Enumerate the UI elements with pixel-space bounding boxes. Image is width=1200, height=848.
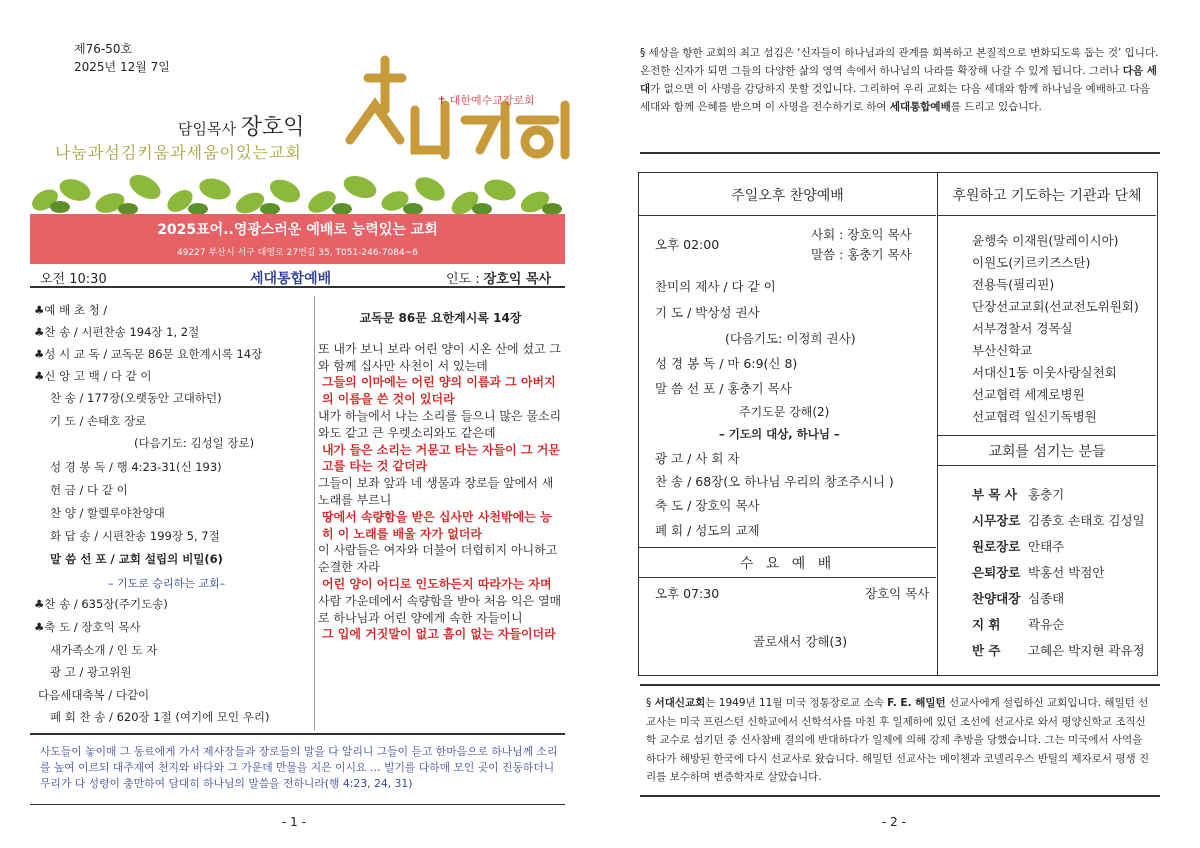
reading-heading: 교독문 86문 요한계시록 14장 xyxy=(359,311,522,325)
church-history: § 서대신교회는 1949년 11월 미국 정통장로교 소속 F. E. 해밀턴 선교사에게 설립하신 교회입니다. 해밀턴 선교사는 미국 프린스턴 신학교에서 신학석사를 마친 후 일제하에 있던 조선에 선교사로 와서 평양신학교 조직신학 교수로 섬기던 중 신사참배 결의에 반대하다가 일제에 의해 강제 추방을 당했습니다. 그는 미국에서 사역을 하다가 해방된 한국에 다시 선교사로 왔습니다. 해밀턴 선교사는 메이첸과 코넬리우스 반틸의 제자로서 평생 진리를 보수하며 변증학자로 살았습니다. xyxy=(640,684,1160,797)
order-item: 말 씀 선 포 / 교회 설립의 비밀(6) xyxy=(50,552,223,566)
servant-role: 원로장로 xyxy=(972,539,1021,554)
reading-line: 이 사람들은 여자와 더불어 더럽히지 아니하고 순결한 자라 xyxy=(318,543,558,575)
motto-banner xyxy=(30,214,565,264)
servant-row xyxy=(972,511,1145,529)
service-time: 오전 10:30 xyxy=(40,272,107,287)
servant-row xyxy=(972,563,1104,581)
order-item: 새가족소개 / 인 도 자 xyxy=(50,643,158,657)
divider xyxy=(640,152,1160,154)
leaf-decoration xyxy=(30,165,565,215)
reading-line: 땅에서 속량함을 받은 십사만 사천밖에는 능히 이 노래를 배울 자가 없더라 xyxy=(322,509,552,541)
divider xyxy=(639,577,936,578)
issue-date: 2025년 12월 7일 xyxy=(74,60,170,74)
afternoon-preacher: 말씀 : 홍충기 목사 xyxy=(811,247,912,262)
order-item: 폐 회 / 성도의 교제 xyxy=(655,523,760,538)
page-number: - 1 - xyxy=(282,815,306,829)
support-box xyxy=(938,172,1158,676)
reading-line: 내가 하늘에서 나는 소리를 들으니 많은 물소리와도 같고 큰 우렛소리와도 같은데 xyxy=(318,408,562,440)
support-item: 단장선교교회(선교전도위원회) xyxy=(972,299,1139,314)
servant-names: 홍충기 xyxy=(1028,487,1065,502)
wednesday-sermon: 골로새서 강해(3) xyxy=(753,634,848,649)
servant-row xyxy=(972,589,1064,607)
divider xyxy=(938,435,1156,436)
order-item: 찬 송 / 68장(오 하나님 우리의 창조주시니 ) xyxy=(655,474,894,489)
order-item: ♣축 도 / 장호익 목사 xyxy=(34,620,141,634)
servant-names: 김종호 손태호 김성일 xyxy=(1028,513,1145,528)
church-address: 49227 부산시 서구 대영로 27번길 35, T051-246-7084~6 xyxy=(176,248,419,258)
servant-names: 안태주 xyxy=(1028,539,1065,554)
servant-role: 반 주 xyxy=(972,643,1001,658)
afternoon-time: 오후 02:00 xyxy=(655,237,720,252)
order-item: 주기도문 강해(2) xyxy=(739,405,830,419)
sermon-subtitle: – 기도로 승리하는 교회– xyxy=(108,577,226,590)
order-item: 폐 회 찬 송 / 620장 1절 (여기에 모인 우리) xyxy=(50,710,270,724)
reading-line: 내가 들은 소리는 거문고 타는 자들이 그 거문고를 타는 것 같더라 xyxy=(322,442,560,474)
servant-row xyxy=(972,615,1064,633)
order-item: ♣찬 송 / 시편찬송 194장 1, 2절 xyxy=(34,325,200,339)
worship-order xyxy=(30,296,315,730)
reading-line: 또 내가 보니 보라 어린 양이 시온 산에 섰고 그와 함께 십사만 사천이 서 있는데 xyxy=(318,341,561,373)
church-motto: 나눔과섬김키움과세움이있는교회 xyxy=(55,143,302,162)
order-item: (다음기도: 이정희 권사) xyxy=(725,331,856,346)
order-item: 헌 금 / 다 같 이 xyxy=(50,483,128,497)
servant-row xyxy=(972,537,1064,555)
support-item: 윤행숙 이재원(말레이시아) xyxy=(972,233,1119,248)
order-item: 기 도 / 손태호 장로 xyxy=(50,414,147,428)
order-item: (다음기도: 김성일 장로) xyxy=(134,436,255,450)
sermon-subtitle: – 기도의 대상, 하나님 – xyxy=(719,427,840,441)
reading-line: 그들의 이마에는 어린 양의 이름과 그 아버지의 이름을 쓴 것이 있더라 xyxy=(322,375,556,407)
reading-line: 어린 양이 어디로 인도하든지 따라가는 자며 xyxy=(322,576,552,591)
support-item: 전용득(필리핀) xyxy=(972,277,1055,292)
order-item: 찬미의 제사 / 다 같 이 xyxy=(655,279,776,294)
order-item: 찬 송 / 177장(오랫동안 고대하던) xyxy=(50,391,222,405)
order-item: 성 경 봉 독 / 행 4:23-31(신 193) xyxy=(50,460,222,474)
servant-names: 고혜은 박지현 곽유정 xyxy=(1028,643,1145,658)
reading-line: 사람 가운데에서 속량함을 받아 처음 익은 열매로 하나님과 어린 양에게 속한 자들이니 xyxy=(318,593,562,625)
support-item: 이원도(키르키즈스탄) xyxy=(972,255,1091,270)
afternoon-mc: 사회 : 장호익 목사 xyxy=(811,227,912,242)
denomination-label: ✝ 대한예수교장로회 xyxy=(437,94,535,107)
servant-names: 심종태 xyxy=(1028,591,1065,606)
order-item: 성 경 봉 독 / 마 6:9(신 8) xyxy=(655,356,798,371)
pastor-name: 장호익 xyxy=(240,115,305,140)
reading-line: 그 입에 거짓말이 없고 흠이 없는 자들이더라 xyxy=(322,627,556,642)
servant-role: 부 목 사 xyxy=(972,487,1017,502)
intro-paragraph: § 세상을 향한 교회의 최고 섬김은 ‘신자들이 하나님과의 관계를 회복하고 본질적으로 변화되도록 돕는 것’ 입니다. 온전한 신자가 되면 그들의 다양한 삶의 영역 속에서 하나님의 나라를 확장해 나갈 수 있게 됩니다. 그러나 다음 세대가 없으면 이 사명을 감당하지 못할 것입니다. 그리하여 우리 교회는 다음 세대와 함께 하나님을 예배하고 다음 세대와 함께 은혜를 받으며 이 사명을 전수하기로 하여 세대통합예배를 드리고 있습니다. xyxy=(640,47,1159,113)
divider xyxy=(639,215,936,216)
servant-role: 은퇴장로 xyxy=(972,565,1021,580)
order-item: ♣성 시 교 독 / 교독문 86문 요한계시록 14장 xyxy=(34,347,263,361)
wednesday-leader: 장호익 목사 xyxy=(865,586,930,601)
order-item: 다음세대축복 / 다같이 xyxy=(38,688,150,702)
reading-body xyxy=(318,341,563,643)
order-item: ♣신 앙 고 백 / 다 같 이 xyxy=(34,369,152,383)
order-item: 광 고 / 사 회 자 xyxy=(655,451,740,466)
support-item: 서부경찰서 경목실 xyxy=(972,321,1073,336)
order-item: 말 씀 선 포 / 홍충기 목사 xyxy=(655,381,792,396)
church-logo xyxy=(330,50,570,170)
wednesday-time: 오후 07:30 xyxy=(655,586,720,601)
banner-title: 2025표어..영광스러운 예배로 능력있는 교회 xyxy=(157,222,438,238)
order-item: 광 고 / 광고위원 xyxy=(50,665,132,679)
support-title: 후원하고 기도하는 기관과 단체 xyxy=(952,188,1142,204)
order-item: 축 도 / 장호익 목사 xyxy=(655,498,760,513)
order-item: 기 도 / 박상성 권사 xyxy=(655,305,760,320)
servants-title: 교회를 섬기는 분들 xyxy=(988,444,1106,460)
issue-number: 제76-50호 xyxy=(74,42,133,56)
wednesday-title: 수 요 예 배 xyxy=(739,556,836,572)
divider xyxy=(938,215,1156,216)
servant-role: 시무장로 xyxy=(972,513,1021,528)
page-number: - 2 - xyxy=(882,815,906,829)
order-item: ♣예 배 초 청 / xyxy=(34,303,108,317)
afternoon-service-box xyxy=(638,172,938,676)
support-item: 선교협력 세계로병원 xyxy=(972,387,1085,402)
pastor-title: 담임목사 xyxy=(178,120,236,138)
divider xyxy=(639,547,936,548)
servant-names: 곽유순 xyxy=(1028,617,1065,632)
reading-line: 그들이 보좌 앞과 네 생물과 장로들 앞에서 새 노래를 부르니 xyxy=(318,476,554,507)
responsive-reading xyxy=(318,310,563,643)
service-leader: 인도 : 장호익 목사 xyxy=(446,272,552,287)
memory-verse: 사도들이 놓이매 그 동료에게 가서 제사장들과 장로들의 말을 다 알리니 그들이 듣고 한마음으로 하나님께 소리를 높여 이르되 대주재여 천지와 바다와 그 가운데 만물을 지은 이시요 … 빌기를 다하매 모인 곳이 진동하더니 무리가 다 성령이 충만하여 담대히 하나님의 말씀을 전하니라(행 4:23, 24, 31) xyxy=(30,733,565,805)
servant-role: 지 휘 xyxy=(972,617,1001,632)
order-item: ♣찬 송 / 635장(주기도송) xyxy=(34,597,168,611)
support-item: 선교협력 일신기독병원 xyxy=(972,409,1097,424)
support-item: 부산신학교 xyxy=(972,343,1033,358)
order-item: 화 답 송 / 시편찬송 199장 5, 7절 xyxy=(50,529,220,543)
service-title: 세대통합예배 xyxy=(250,271,332,287)
servant-row xyxy=(972,485,1064,503)
order-item: 찬 양 / 할렐루야찬양대 xyxy=(50,506,165,520)
servant-names: 박홍선 박점안 xyxy=(1028,565,1105,580)
servant-role: 찬양대장 xyxy=(972,591,1021,606)
issue-info xyxy=(74,40,170,76)
support-item: 서대신1동 이웃사랑실천회 xyxy=(972,365,1117,380)
cross-icon: ✝ xyxy=(437,94,447,107)
divider xyxy=(938,465,1156,466)
afternoon-title: 주일오후 찬양예배 xyxy=(731,188,844,204)
pastor-line xyxy=(178,110,305,141)
servant-row xyxy=(972,641,1145,659)
